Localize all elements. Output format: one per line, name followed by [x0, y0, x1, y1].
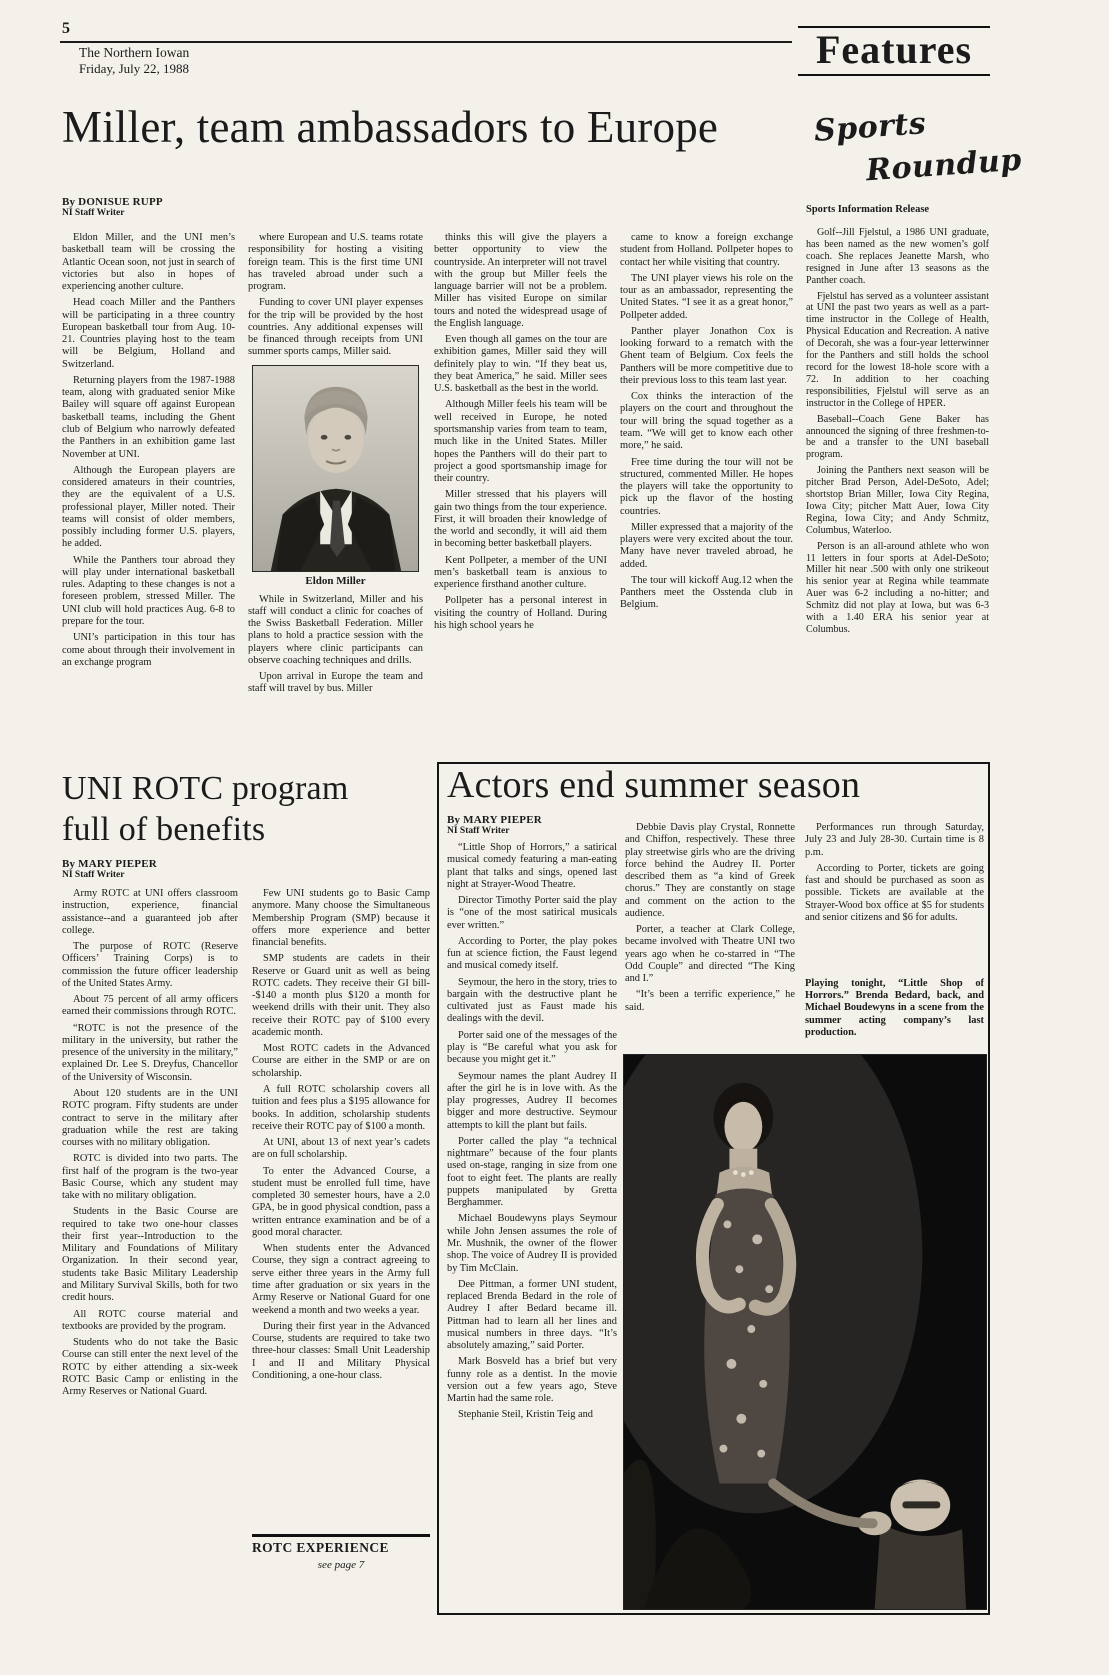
paragraph: Most ROTC cadets in the Advanced Course are either in the SMP or are on scholarship.: [252, 1043, 430, 1079]
sports-roundup-title-line1: Sports: [812, 106, 928, 149]
paragraph: Few UNI students go to Basic Camp anymore. Many choose the Simultaneous Membership Program (SMP) because it offers more experience and better financial benefits.: [252, 888, 430, 949]
rotc-column-2: [252, 888, 430, 1530]
paragraph: Director Timothy Porter said the play is “one of the most satirical musicals ever written.”: [447, 895, 617, 931]
paragraph: Baseball--Coach Gene Baker has announced the signing of three freshmen-to-be and a transfer to the UNI baseball program.: [806, 413, 989, 461]
paragraph: Although the European players are considered amateurs in their countries, they are the equivalent of a U.S. professional player, Miller noted. Their teams will consist of older members, possibly including former U.S. players, he added.: [62, 464, 235, 550]
byline-author: By MARY PIEPER: [447, 814, 542, 826]
miller-column-2-bottom: [248, 594, 423, 696]
paragraph: According to Porter, tickets are going fast and should be purchased as soon as possible. Tickets are available at the Strayer-Wood box office at $5 for students and senior citizens and $6 for adults.: [805, 862, 984, 923]
paragraph: Although Miller feels his team will be well received in Europe, he noted sportsmanship varies from team to team, much like in the United States. Miller hopes the Panthers will do their part to project a good sportsmanship image for their country.: [434, 399, 607, 485]
actors-column-1: [447, 842, 617, 1605]
paragraph: Funding to cover UNI player expenses for the trip will be provided by the host countries. Any additional expenses will be financed through receipts from UNI summer sports camps, Miller said.: [248, 297, 423, 358]
eldon-miller-photo: [252, 365, 419, 572]
paragraph: Even though all games on the tour are exhibition games, Miller said they will definitely play to win. “If they beat us, they beat America,” he said. Miller sees U.S. basketball as the best in the world.: [434, 334, 607, 395]
paragraph: Miller expressed that a majority of the players were very excited about the tour. Many have never traveled abroad, he added.: [620, 521, 793, 570]
sports-roundup-credit: Sports Information Release: [806, 204, 930, 215]
paragraph: The UNI player views his role on the tour as an ambassador, representing the United States. “I see it as a great honor,” Pollpeter added.: [620, 272, 793, 321]
paragraph: To enter the Advanced Course, a student must be enrolled full time, have completed 30 semester hours, have a 2.0 GPA, be in good physical condtion, pass a written entrance examination and be of a good moral character.: [252, 1165, 430, 1238]
rotc-jump-box: [252, 1534, 430, 1571]
section-title: Features: [815, 27, 973, 72]
paragraph: During their first year in the Advanced Course, students are required to take two three-hour classes: Small Unit Leadership I and II and Military Physical Conditioning, a one-hour class.: [252, 1320, 430, 1381]
miller-column-1: [62, 232, 235, 764]
rotc-byline: [62, 858, 157, 880]
paragraph: where European and U.S. teams rotate responsibility for hosting a visiting foreign team. This is the first time UNI has traveled abroad under such a program.: [248, 232, 423, 293]
paragraph: Seymour names the plant Audrey II after the girl he is in love with. As the play progresses, Audrey II becomes bigger and more destructive. Seymour attempts to kill the plant but fails.: [447, 1070, 617, 1131]
byline-role: NI Staff Writer: [62, 208, 125, 218]
paragraph: Cox thinks the interaction of the players on the court and throughout the tour will bring the squad together as a team. “We will get to know each other more,” he said.: [620, 391, 793, 452]
paragraph: Seymour, the hero in the story, tries to bargain with the destructive plant he cultivated just as Faust made his dealings with the devil.: [447, 976, 617, 1025]
paragraph: Dee Pittman, a former UNI student, replaced Brenda Bedard in the role of Audrey I after Bedard became ill. Pittman had to learn all her lines and musical numbers in three days. “It’s absolutely amazing,” said Porter.: [447, 1278, 617, 1352]
miller-headline: Miller, team ambassadors to Europe: [62, 102, 719, 152]
masthead-rule: [60, 41, 792, 43]
paragraph: Joining the Panthers next season will be pitcher Brad Person, Adel-DeSoto, Adel; shortstop Brian Miller, Iowa City Regina, Iowa City; pitcher Matt Auer, Iowa City Regina, Iowa City; and Andy Schmitz, Columbus, Waterloo.: [806, 465, 989, 536]
paragraph: When students enter the Advanced Course, they sign a contract agreeing to serve either three years in the Army full time after graduation or six years in the Army Reserve or National Guard for one weekend a month and two weeks a year.: [252, 1243, 430, 1316]
miller-column-2: [248, 232, 423, 764]
sports-roundup-title-line2: Roundup: [864, 142, 1023, 189]
paragraph: Person is an all-around athlete who won 11 letters in four sports at Adel-DeSoto; Miller hit near .500 with only one strikeout his senior year at Regina while teammate Auer was 6-2 including a no-hitter; and Schmitz did not play at Iowa, but was 6-3 with a 1.40 ERA his senior year at Columbus.: [806, 540, 989, 635]
paper-date: Friday, July 22, 1988: [79, 61, 190, 76]
paragraph: Panther player Jonathon Cox is looking forward to a rematch with the Ghent team of Belgium. Cox feels the Panthers will be more competitive due to their previous loss to this team last year.: [620, 325, 793, 386]
play-scene-graphic: [624, 1055, 986, 1609]
paragraph: The tour will kickoff Aug.12 when the Panthers meet the Osstenda club in Belgium.: [620, 574, 793, 611]
section-banner: [798, 26, 990, 76]
paragraph: About 75 percent of all army officers earned their commissions through ROTC.: [62, 994, 238, 1018]
byline-author: By MARY PIEPER: [62, 858, 157, 870]
play-scene-photo: [623, 1054, 987, 1610]
actors-headline: Actors end summer season: [447, 764, 861, 806]
rotc-headline: [62, 768, 349, 850]
paragraph: “It’s been a terrific experience,” he said.: [625, 989, 795, 1013]
byline-role: NI Staff Writer: [62, 870, 125, 880]
actors-article-box: [437, 762, 990, 1615]
rotc-column-1: [62, 888, 238, 1576]
paragraph: Michael Boudewyns plays Seymour while John Jensen assumes the role of Mr. Mushnik, the owner of the flower shop. The voice of Audrey II is provided by Tim McClain.: [447, 1213, 617, 1274]
page-number: 5: [62, 20, 70, 37]
rotc-headline-line1: UNI ROTC program: [62, 770, 349, 807]
paragraph: Porter called the play “a technical nightmare” because of the four plants used on-stage, ranging in size from one foot to eight feet. The plants are really puppets manipulated by Gretta Berghammer.: [447, 1135, 617, 1209]
paragraph: “ROTC is not the presence of the military in the university, but rather the presence of the university in the military,” explained Dr. Lee S. Dreyfus, Chancellor of the University of Wisconsin.: [62, 1022, 238, 1083]
paragraph: Free time during the tour will not be structured, commented Miller. He hopes the players will take the opportunity to pick up the flavor of the hosting countries.: [620, 456, 793, 517]
paragraph: Kent Pollpeter, a member of the UNI men’s basketball team is anxious to experience firsthand another culture.: [434, 554, 607, 591]
rotc-headline-line2: full of benefits: [62, 811, 266, 848]
paragraph: Head coach Miller and the Panthers will be participating in a three country European basketball tour from Aug. 10-21. Countries playing host to the team will be Belgium, Holland and Switzerland.: [62, 297, 235, 370]
actors-column-2: [625, 822, 795, 1050]
eldon-miller-portrait-graphic: [253, 366, 418, 571]
paragraph: Stephanie Steil, Kristin Teig and: [458, 1409, 594, 1421]
paragraph: Porter said one of the messages of the play is “Be careful what you ask for because you might get it.”: [447, 1029, 617, 1066]
paragraph: Pollpeter has a personal interest in visiting the country of Holland. During his high school years he: [434, 595, 607, 631]
paragraph: Golf--Jill Fjelstul, a 1986 UNI graduate, has been named as the new women’s golf coach. She replaces Jeanette Marsh, who resigned in June after 13 seasons as the Panther coach.: [806, 227, 989, 286]
paragraph: A full ROTC scholarship covers all tuition and fees plus a $195 allowance for books. In addition, scholarship students receive their ROTC pay of $100 a month.: [252, 1083, 430, 1132]
paragraph: While in Switzerland, Miller and his staff will conduct a clinic for coaches of the Swiss Basketball Federation. Miller plans to hold a practice session with the players where clinic participants can observe coaching techniques and drills.: [248, 593, 423, 666]
paragraph: thinks this will give the players a better opportunity to view the countryside. An interpreter will not travel with the group but Miller feels the language barrier will not be a problem. Miller has visited Europe on similar tours and noted the widespread usage of the English language.: [434, 232, 607, 329]
paragraph: Mark Bosveld has a brief but very funny role as a dentist. In the movie version out a few years ago, Steve Martin had the same role.: [447, 1356, 617, 1405]
actors-byline: [447, 814, 542, 836]
paragraph: SMP students are cadets in their Reserve or Guard unit as well as being ROTC cadets. They receive their GI bill--$140 a month plus $120 a month for weekend drills with their unit. They also receive their ROTC pay of $100 every academic month.: [252, 953, 430, 1038]
paragraph: Miller stressed that his players will gain two things from the tour experience. First, it will broaden their knowledge of the world and secondly, it will aid them in becoming better basketball players.: [434, 489, 607, 550]
paragraph: About 120 students are in the UNI ROTC program. Fifty students are under contract to serve in the military after graduation while the rest are taking courses with no military obligation.: [62, 1087, 238, 1149]
byline-author: By DONISUE RUPP: [62, 196, 163, 208]
eldon-miller-caption: Eldon Miller: [305, 574, 366, 587]
paragraph: According to Porter, the play pokes fun at science fiction, the Faust legend and musical comedy itself.: [447, 935, 617, 972]
miller-byline: [62, 196, 163, 218]
paragraph: UNI’s participation in this tour has come about through their involvement in an exchange program: [62, 632, 235, 668]
miller-column-4: [620, 232, 793, 764]
paragraph: Students who do not take the Basic Course can still enter the next level of the ROTC by either attending a six-week ROTC Basic Camp or enlisting in the Army Reserves or National Guard.: [62, 1337, 238, 1398]
paragraph: Fjelstul has served as a volunteer assistant at UNI the past two years as well as a part-time instructor in the College of Health, Physical Education and Recreation. A native of Decorah, she was a four-year letterwinner for the Panthers and still holds the school record for the lowest 18-hole score with a 72. In addition to her coaching responsibilities, Fjelstul will serve as an instructor in the College of HPER.: [806, 290, 989, 409]
paragraph: Performances run through Saturday, July 23 and July 28-30. Curtain time is 8 p.m.: [805, 822, 984, 858]
paragraph: came to know a foreign exchange student from Holland. Pollpeter hopes to contact her while visiting that country.: [620, 232, 793, 268]
sports-roundup-column: [806, 227, 989, 759]
paragraph: The purpose of ROTC (Reserve Officers’ Training Corps) is to commission the future officer leadership of the United States Army.: [62, 941, 238, 989]
paragraph: Returning players from the 1987-1988 team, along with graduated senior Mike Bailey will square off against European basketball teams, including the Ghent club of Belgium who narrowly defeated the Panthers in an exhibition game last November at UNI.: [62, 374, 235, 460]
byline-role: NI Staff Writer: [447, 826, 510, 836]
paragraph: Porter, a teacher at Clark College, became involved with Theatre UNI two years ago when he co-starred in “The Odd Couple” and directed “The King and I.”: [625, 924, 795, 985]
paragraph: Students in the Basic Course are required to take two one-hour classes their first year--Introduction to the Military and Foundations of Military Organization. In their second year, students take Basic Military Leadership and Military Survival Skills, both for two credit hours.: [62, 1206, 238, 1304]
miller-column-3: [434, 232, 607, 764]
paragraph: At UNI, about 13 of next year’s cadets are on full scholarship.: [252, 1137, 430, 1161]
paragraph: While the Panthers tour abroad they will play under international basketball rules. Adapting to these changes is not a foreseen problem, stressed Miller. The UNI club will hold practices Aug. 6-8 to prepare for the tour.: [62, 554, 235, 627]
paragraph: “Little Shop of Horrors,” a satirical musical comedy featuring a man-eating plant that talks and sings, opened last night at Strayer-Wood Theatre.: [447, 842, 617, 890]
rotc-jump-page-ref: see page 7: [317, 1559, 365, 1571]
paragraph: All ROTC course material and textbooks are provided by the program.: [62, 1308, 238, 1332]
paragraph: Upon arrival in Europe the team and staff will travel by bus. Miller: [248, 671, 423, 695]
rotc-jump-title: ROTC EXPERIENCE: [252, 1534, 430, 1556]
paper-name: The Northern Iowan: [79, 45, 190, 60]
actors-column-3: [805, 822, 984, 978]
paragraph: ROTC is divided into two parts. The first half of the program is the two-year Basic Course, which any student may take with no military obligation.: [62, 1153, 238, 1202]
paragraph: Eldon Miller, and the UNI men’s basketball team will be crossing the Atlantic Ocean soon, not just in search of victories but also in hopes of experiencing another culture.: [62, 232, 235, 293]
paragraph: Debbie Davis play Crystal, Ronnette and Chiffon, respectively. These three play streetwise girls who are the driving force behind the Audrey II. Porter described them as “a kind of Greek chorus.” They are constantly on stage and comment on the action to the audience.: [625, 822, 795, 919]
play-scene-photo-caption: Playing tonight, “Little Shop of Horrors.” Brenda Bedard, back, and Michael Boudewyns in a scene from the summer acting company’s last production.: [805, 978, 984, 1038]
miller-column-2-top: [248, 232, 423, 359]
paragraph: Army ROTC at UNI offers classroom instruction, experience, financial assistance--and a guaranteed job after college.: [62, 888, 238, 936]
